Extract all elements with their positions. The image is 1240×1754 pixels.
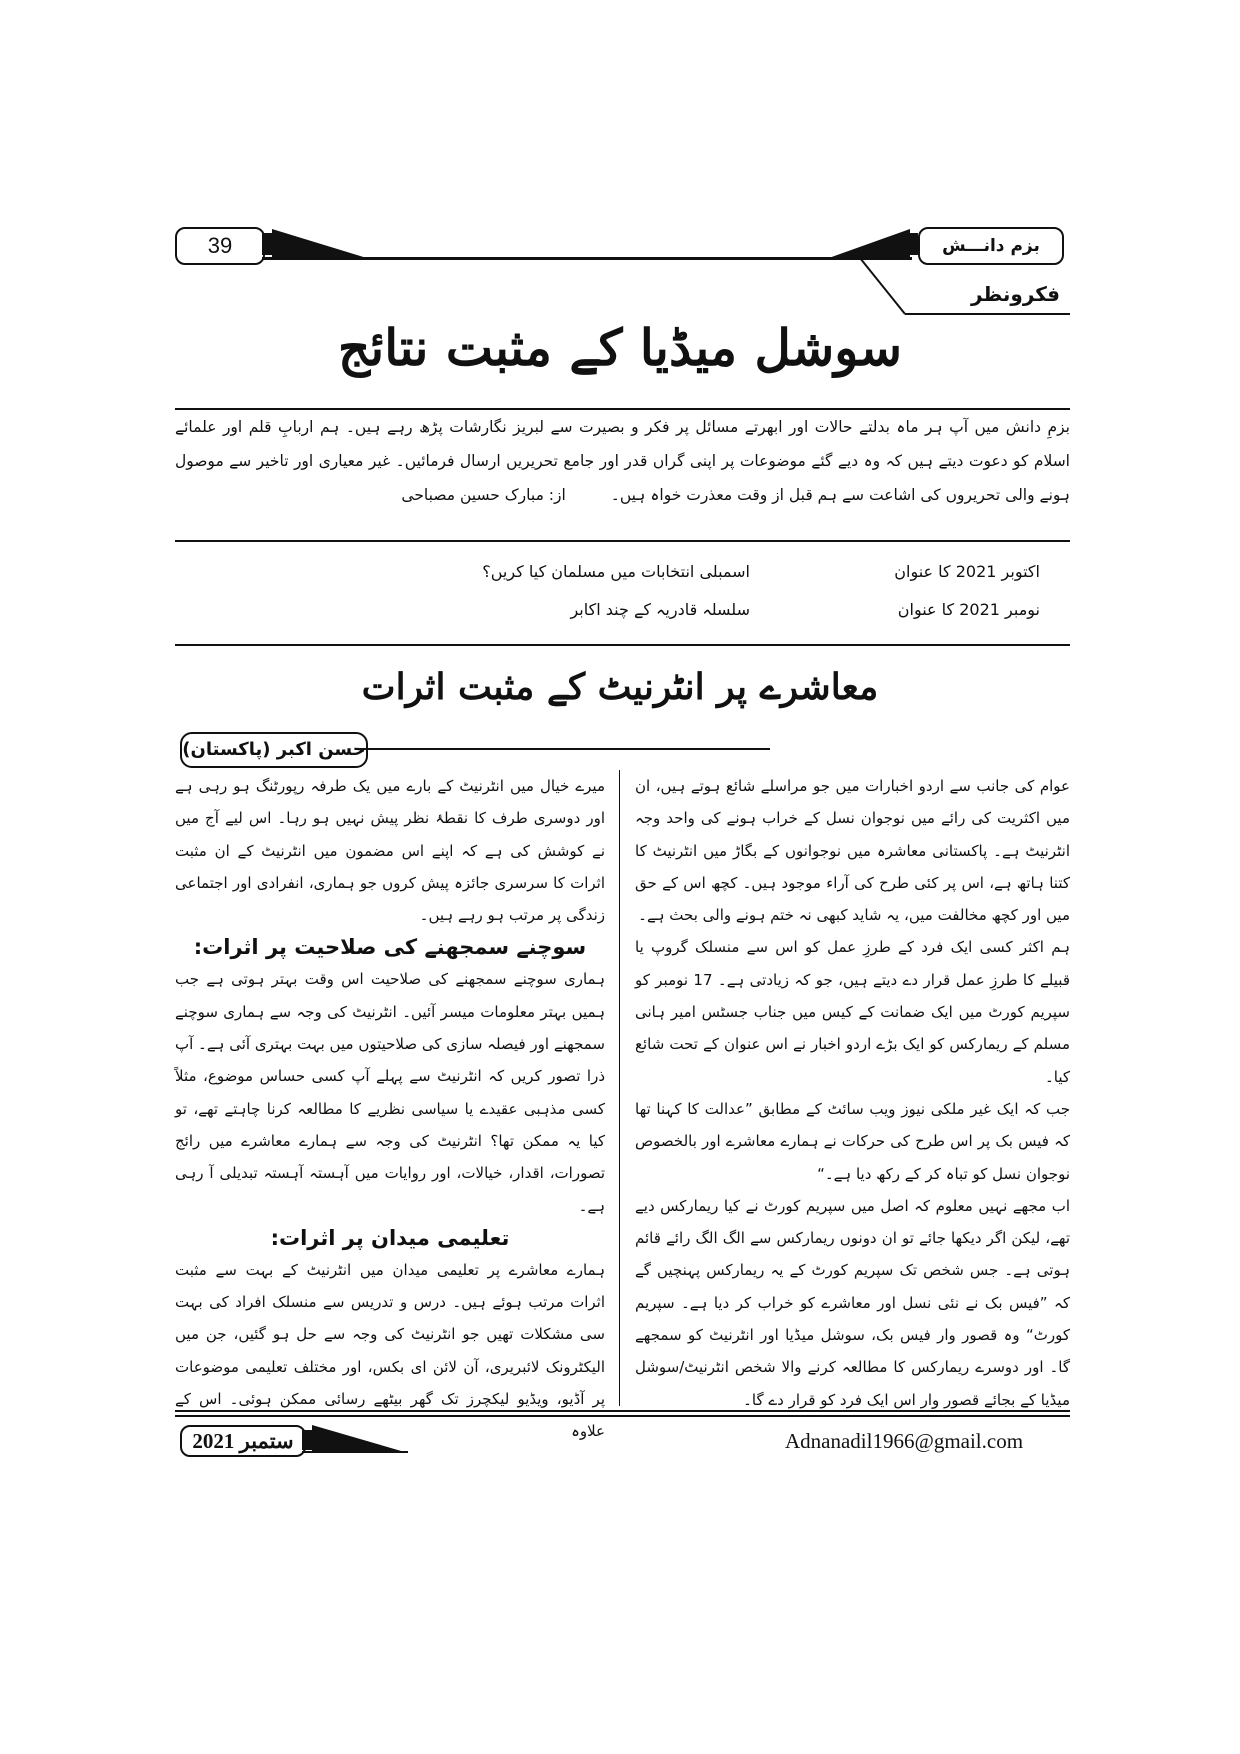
footer-arrow xyxy=(312,1425,408,1453)
right-paragraph: عوام کی جانب سے اردو اخبارات میں جو مراسلے شائع ہوتے ہیں، ان میں اکثریت کی رائے میں نوجوان نسل کے خراب ہونے کی واحد وجہ انٹرنیٹ ہے۔ پاکستانی معاشرہ میں نوجوانوں کے بگاڑ میں انٹرنیٹ کا کتنا ہاتھ ہے، اس پر کئی طرح کی آراء موجود ہیں۔ کچھ اس کے حق میں اور کچھ مخالفت میں، یہ شاید کبھی نہ ختم ہونے والی بحث ہے۔ xyxy=(635,777,1070,925)
footer-arrow-base xyxy=(302,1451,408,1453)
right-paragraph: ہم اکثر کسی ایک فرد کے طرزِ عمل کو اس سے منسلک گروپ یا قبیلے کا طرزِ عمل قرار دے دیتے ہیں، جو کہ زیادتی ہے۔ 17 نومبر کو سپریم کورٹ میں ایک ضمانت کے کیس میں جناب جسٹس امیر ہانی مسلم کے ریمارکس کو ایک بڑے اردو اخبار نے اس عنوان کے تحت شائع کیا۔ xyxy=(635,938,1070,1086)
left-paragraph: ہماری سوچنے سمجھنے کی صلاحیت اس وقت بہتر ہوتی ہے جب ہمیں بہتر معلومات میسر آئیں۔ انٹرنیٹ کی وجہ سے ہماری سوچنے سمجھنے اور فیصلہ سازی کی صلاحیتوں میں بہت بہتری آئی ہے۔ آپ ذرا تصور کریں کہ انٹرنیٹ سے پہلے آپ کسی حساس موضوع، مثلاً کسی مذہبی عقیدے یا سیاسی نظریے کا مطالعہ کرنا چاہتے تھے، تو کیا یہ ممکن تھا؟ انٹرنیٹ کی وجہ سے ہمارے معاشرے میں رائج تصورات، اقدار، خیالات، اور روایات میں آہستہ آہستہ تبدیلی آ رہی ہے۔ xyxy=(175,970,605,1215)
left-intro-paragraph: میرے خیال میں انٹرنیٹ کے بارے میں یک طرفہ رپورٹنگ ہو رہی ہے اور دوسری طرف کا نقطۂ نظر پیش نہیں ہو رہا۔ اس لیے آج میں نے کوشش کی ہے کہ اپنے اس مضمون میں انٹرنیٹ کے ان مثبت اثرات کا سرسری جائزہ پیش کروں جو ہماری، انفرادی اور اجتماعی زندگی پر مرتب ہو رہے ہیں۔ xyxy=(175,777,605,925)
section-heading-education: تعلیمی میدان پر اثرات: xyxy=(270,1225,510,1250)
header-right-stub xyxy=(908,233,918,255)
header-rule xyxy=(262,257,912,260)
author-name: حسن اکبر (پاکستان) xyxy=(182,739,366,760)
column-divider xyxy=(619,770,620,1406)
topic-row xyxy=(400,600,1040,630)
right-paragraph: جب کہ ایک غیر ملکی نیوز ویب سائٹ کے مطابق ”عدالت کا کہنا تھا کہ فیس بک پر اس طرح کی حرکات نے ہمارے معاشرے اور بالخصوص نوجوان نسل کو تباہ کر کے رکھ دیا ہے۔“ xyxy=(635,1099,1070,1183)
author-box xyxy=(180,732,368,768)
footer-rule-top xyxy=(175,1410,1070,1412)
topic-label: نومبر 2021 کا عنوان xyxy=(897,600,1040,619)
right-column xyxy=(635,770,1070,1409)
page-number: 39 xyxy=(207,233,233,258)
right-paragraph: اب مجھے نہیں معلوم کہ اصل میں سپریم کورٹ نے کیا ریمارکس دیے تھے، لیکن اگر دیکھا جائے تو ان دونوں ریمارکس سے الگ الگ رائے قائم ہوتی ہے۔ جس شخص تک سپریم کورٹ کے یہ ریمارکس پہنچیں گے کہ ”فیس بک نے نئی نسل اور معاشرے کو خراب کر دیا ہے۔ سپریم کورٹ“ وہ قصور وار فیس بک، سوشل میڈیا اور انٹرنیٹ کو سمجھے گا۔ اور دوسرے ریمارکس کا مطالعہ کرنے والا شخص انٹرنیٹ/سوشل میڈیا کے بجائے قصور وار اس ایک فرد کو قرار دے گا۔ xyxy=(635,1196,1070,1409)
section-heading-thinking: سوچنے سمجھنے کی صلاحیت پر اثرات: xyxy=(193,935,587,960)
header-left-stub xyxy=(262,233,272,255)
magazine-name: بزم دانـــش xyxy=(942,236,1040,256)
intro-block xyxy=(175,410,1070,528)
author-rule xyxy=(360,748,770,750)
header-left-arrow xyxy=(272,229,370,259)
main-title: سوشل میڈیا کے مثبت نتائج xyxy=(338,318,902,377)
category-label: فکرونظر xyxy=(970,282,1060,306)
contact-email: Adnanadil1966@gmail.com xyxy=(785,1429,1024,1453)
intro-paragraph: بزمِ دانش میں آپ ہر ماہ بدلتے حالات اور ابھرتے مسائل پر فکر و بصیرت سے لبریز نگارشات پڑھ رہے ہیں۔ ہم اربابِ قلم اور علمائے اسلام کو دعوت دیتے ہیں کہ وہ دیے گئے موضوعات پر اپنی گراں قدر اور جامع تحریریں ارسال فرمائیں۔ غیر معیاری اور تاخیر سے موصول ہونے والی تحریروں کی اشاعت سے ہم قبل از وقت معذرت خواہ ہیں۔ xyxy=(175,418,1070,504)
page-number-box xyxy=(175,227,265,265)
header-right-arrow xyxy=(826,229,910,259)
topics-block xyxy=(400,562,1040,642)
topics-bottom-rule xyxy=(175,644,1070,646)
left-paragraph: ہمارے معاشرے پر تعلیمی میدان میں انٹرنیٹ کے بہت سے مثبت اثرات مرتب ہوئے ہیں۔ درس و تدریس سے منسلک افراد کی بہت سی مشکلات تھیں جو انٹرنیٹ کی وجہ سے حل ہو گئیں، جن میں الیکٹرونک لائبریری، آن لائن ای بکس، اور مختلف تعلیمی موضوعات پر آڈیو، ویڈیو لیکچرز تک گھر بیٹھے رسائی ممکن ہوئی۔ اس کے علاوہ xyxy=(175,1260,605,1441)
intro-bottom-rule xyxy=(175,540,1070,542)
topic-row xyxy=(400,562,1040,592)
footer-stub xyxy=(302,1430,312,1450)
topic-value: سلسلہ قادریہ کے چند اکابر xyxy=(570,600,750,619)
topic-value: اسمبلی انتخابات میں مسلمان کیا کریں؟ xyxy=(482,562,750,581)
intro-signature: از: مبارک حسین مصباحی xyxy=(401,486,566,504)
footer-rule-bottom xyxy=(175,1415,1070,1417)
issue-date: ستمبر 2021 xyxy=(192,1429,294,1453)
issue-date-box xyxy=(180,1425,306,1457)
topic-label: اکتوبر 2021 کا عنوان xyxy=(894,562,1040,581)
article-title: معاشرے پر انٹرنیٹ کے مثبت اثرات xyxy=(361,666,879,708)
